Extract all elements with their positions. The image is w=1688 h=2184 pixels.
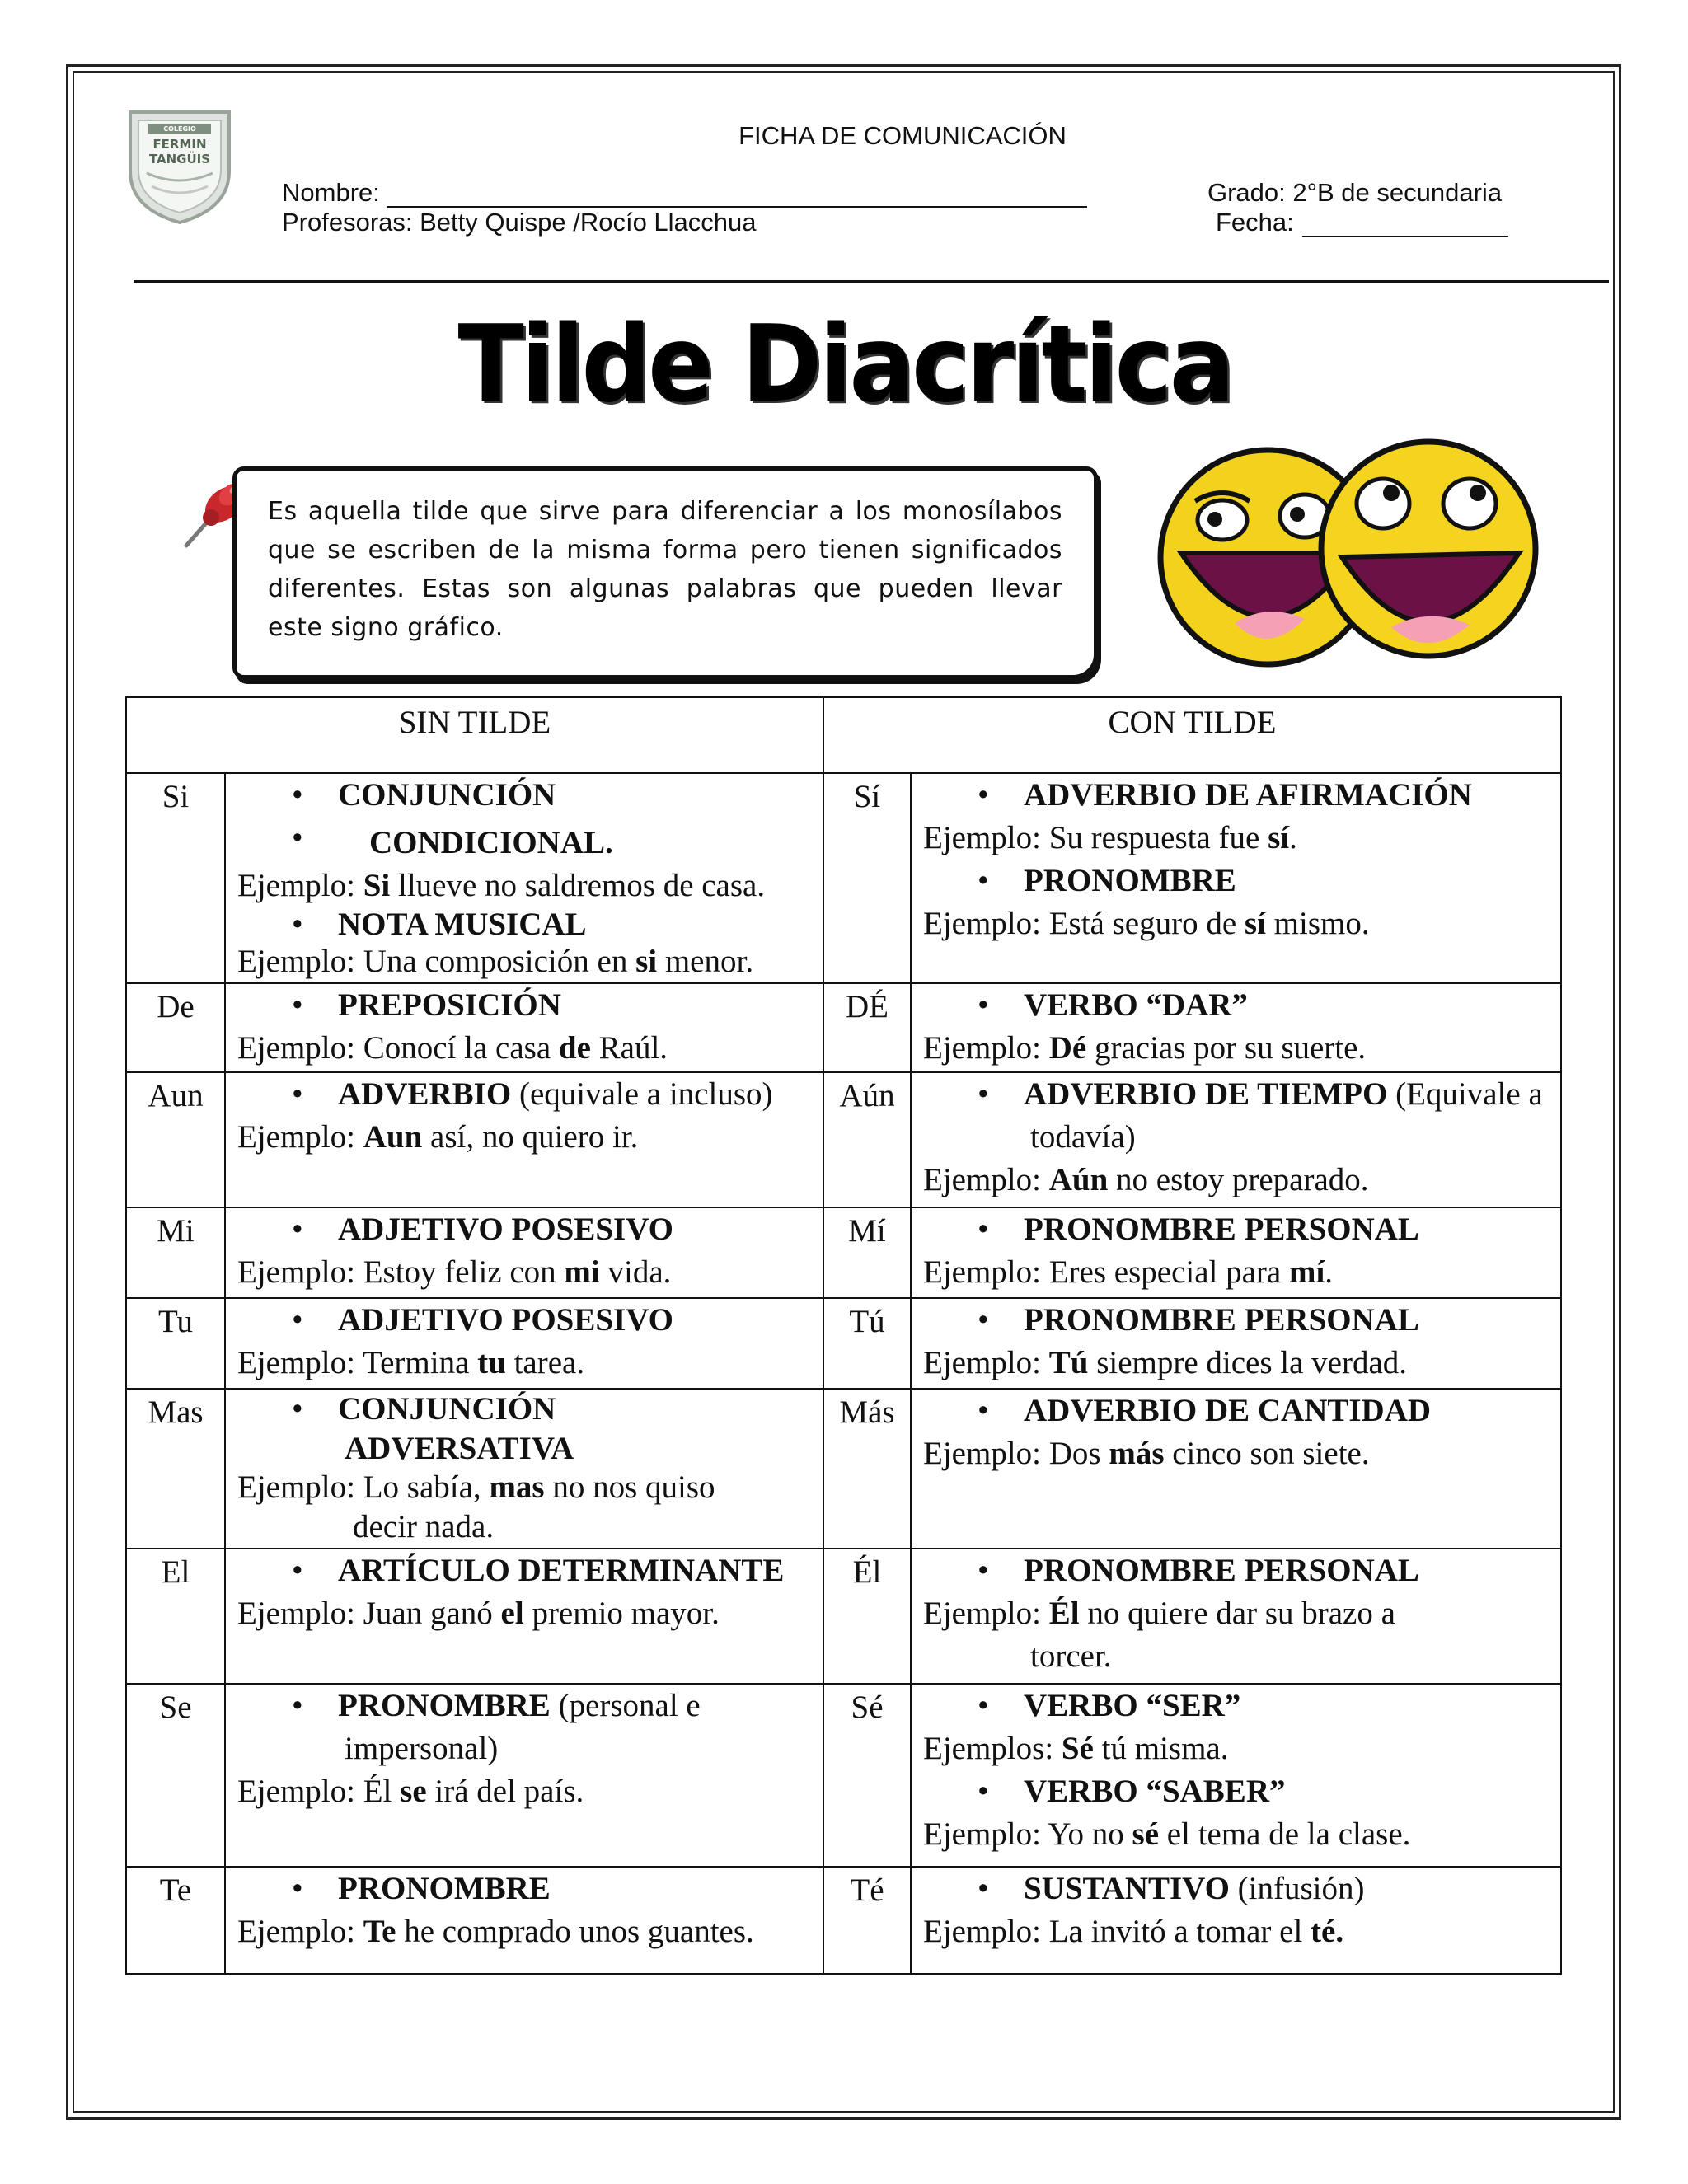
example-text: Ejemplo: Aún no estoy preparado. [923,1161,1369,1197]
example-continuation: torcer. [1030,1638,1112,1675]
category-label: PRONOMBRE [338,1871,551,1907]
desc-sin [225,1207,823,1298]
table-row [126,983,1561,1072]
bullet-item [923,860,1552,902]
word-con: Sí [823,773,911,983]
bullet-item [237,1868,814,1910]
example-text: Ejemplo: Termina tu tarea. [237,1344,585,1380]
word-sin: De [126,983,225,1072]
bullet-item: • ADVERBIO DE TIEMPO (Equivale a [923,1073,1552,1116]
bullet-item [237,774,814,817]
category-label: ADVERBIO [338,1076,512,1113]
example-text: Ejemplo: Está seguro de sí mismo. [923,905,1370,941]
category-label: PRONOMBRE [1024,862,1236,898]
example-text: Ejemplo: La invitó a tomar el té. [923,1914,1344,1950]
example-text: Ejemplo: Una composición en si menor. [237,944,754,980]
bullet-item [923,1390,1552,1432]
example-text: Ejemplo: Él se irá del país. [237,1774,584,1810]
bullet-item: • SUSTANTIVO (infusión) [923,1868,1552,1910]
word-sin: Si [126,773,225,983]
example-text: Ejemplo: Si llueve no saldremos de casa. [237,867,766,903]
table-row [126,1298,1561,1389]
category-label: ADJETIVO POSESIVO [338,1212,673,1248]
desc-sin [225,1072,823,1207]
worksheet-title: FICHA DE COMUNICACIÓN [738,121,1067,150]
table-header-row [126,697,1561,773]
example-text: Ejemplo: Él no quiere dar su brazo a [923,1596,1395,1632]
bullet-item [237,1549,814,1592]
desc-sin [225,773,823,983]
main-title: Tilde Diacrítica [457,303,1232,426]
example-text: Ejemplo: Te he comprado unos guantes. [237,1914,754,1950]
smiley-right-icon [1321,442,1536,656]
example-text: Ejemplo: Lo sabía, mas no nos quiso [237,1469,715,1506]
word-sin: Aun [126,1072,225,1207]
category-label: ARTÍCULO DETERMINANTE [338,1553,785,1589]
desc-sin [225,1867,823,1974]
table-row [126,1207,1561,1298]
header-con-tilde: CON TILDE [823,697,1561,773]
example-text: Ejemplo: Dé gracias por su suerte. [923,1029,1367,1066]
bullet-item [923,774,1552,817]
word-sin: El [126,1549,225,1684]
category-continuation: impersonal) [345,1731,499,1767]
bullet-item [923,1299,1552,1342]
category-label: PREPOSICIÓN [338,987,561,1024]
example-text: Ejemplo: Su respuesta fue sí. [923,819,1297,855]
bullet-item [923,1549,1552,1592]
category-label: CONJUNCIÓN [338,777,556,813]
desc-con [911,1549,1561,1684]
category-continuation: CONDICIONAL. [369,824,613,860]
word-sin: Mi [126,1207,225,1298]
category-label: VERBO “DAR” [1024,987,1248,1024]
definition-box [232,466,1098,679]
category-label: CONJUNCIÓN [338,1391,556,1427]
word-sin: Tu [126,1298,225,1389]
bullet-item [923,1685,1552,1727]
nombre-field [282,178,1087,208]
category-label: PRONOMBRE [338,1688,551,1724]
category-label: PRONOMBRE PERSONAL [1024,1302,1419,1338]
bullet-item: • PRONOMBRE (personal e [237,1685,814,1727]
desc-con [911,983,1561,1072]
word-con: Más [823,1389,911,1549]
bullet-item [923,1770,1552,1813]
word-sin: Se [126,1684,225,1867]
desc-con [911,773,1561,983]
header-sin-tilde: SIN TILDE [126,697,823,773]
bullet-item [237,1390,814,1429]
table-row [126,1072,1561,1207]
desc-con [911,1298,1561,1389]
category-label: ADVERBIO DE AFIRMACIÓN [1024,777,1472,813]
example-text: Ejemplo: Juan ganó el premio mayor. [237,1596,720,1632]
category-continuation: todavía) [1030,1118,1136,1155]
word-con: Tú [823,1298,911,1389]
desc-sin [225,1298,823,1389]
desc-con [911,1389,1561,1549]
fecha-field [1216,208,1508,237]
example-text: Ejemplo: Eres especial para mí. [923,1254,1334,1290]
bullet-continuation [237,817,814,865]
desc-con [911,1072,1561,1207]
example-text: Ejemplo: Yo no sé el tema de la clase. [923,1816,1411,1853]
bullet-item [237,1208,814,1251]
header-divider [134,280,1609,283]
category-label: PRONOMBRE PERSONAL [1024,1553,1419,1589]
smiley-faces-illustration [1144,434,1556,673]
word-con: Aún [823,1072,911,1207]
example-continuation: decir nada. [353,1508,495,1544]
desc-con [911,1684,1561,1867]
definition-text: Es aquella tilde que sirve para diferenciar a los monosílabos que se escriben de la misma forma pero tienen significados diferentes. Estas son algunas palabras que pueden llevar este signo gráfico. [268,497,1062,642]
category-continuation: ADVERSATIVA [345,1430,574,1466]
word-con: Él [823,1549,911,1684]
table-row [126,1684,1561,1867]
table-row [126,1549,1561,1684]
example-text: Ejemplo: Tú siempre dices la verdad. [923,1344,1408,1380]
tilde-table [125,696,1562,1975]
category-label: ADVERBIO DE TIEMPO [1024,1076,1388,1113]
desc-sin [225,1549,823,1684]
category-label: VERBO “SABER” [1024,1774,1286,1810]
desc-sin [225,983,823,1072]
desc-sin [225,1389,823,1549]
category-label: ADVERBIO DE CANTIDAD [1024,1393,1432,1429]
desc-sin [225,1684,823,1867]
nombre-blank-line [387,183,1087,208]
bullet-item [237,907,814,944]
category-label: NOTA MUSICAL [338,907,587,943]
nombre-label: Nombre: [282,178,380,207]
logo-text-fermin: FERMIN [152,137,207,152]
bullet-item [923,1208,1552,1251]
category-label: SUSTANTIVO [1024,1871,1230,1907]
bullet-item [237,984,814,1027]
logo-text-colegio: COLEGIO [163,125,196,133]
example-text: Ejemplo: Dos más cinco son siete. [923,1435,1370,1471]
word-sin: Te [126,1867,225,1974]
word-con: Té [823,1867,911,1974]
example-text: Ejemplo: Estoy feliz con mi vida. [237,1254,672,1290]
desc-con [911,1867,1561,1974]
table-row [126,773,1561,983]
word-con: Sé [823,1684,911,1867]
desc-con [911,1207,1561,1298]
grado-text: Grado: 2°B de secundaria [1207,178,1503,207]
bullet-item: • ADVERBIO (equivale a incluso) [237,1073,814,1116]
word-sin: Mas [126,1389,225,1549]
table-row [126,1389,1561,1549]
bullet-item [923,984,1552,1027]
word-con: DÉ [823,983,911,1072]
profesoras-text: Profesoras: Betty Quispe /Rocío Llacchua [282,208,757,237]
fecha-label: Fecha: [1216,208,1294,237]
word-con: Mí [823,1207,911,1298]
logo-text-tanguis: TANGÜIS [148,152,211,166]
category-label: PRONOMBRE PERSONAL [1024,1212,1419,1248]
example-text: Ejemplos: Sé tú misma. [923,1731,1229,1767]
category-label: VERBO “SER” [1024,1688,1241,1724]
category-label: ADJETIVO POSESIVO [338,1302,673,1338]
bullet-item [237,1299,814,1342]
table-row [126,1867,1561,1974]
example-text: Ejemplo: Conocí la casa de Raúl. [237,1029,668,1066]
example-text: Ejemplo: Aun así, no quiero ir. [237,1118,639,1155]
fecha-blank-line [1302,213,1508,237]
